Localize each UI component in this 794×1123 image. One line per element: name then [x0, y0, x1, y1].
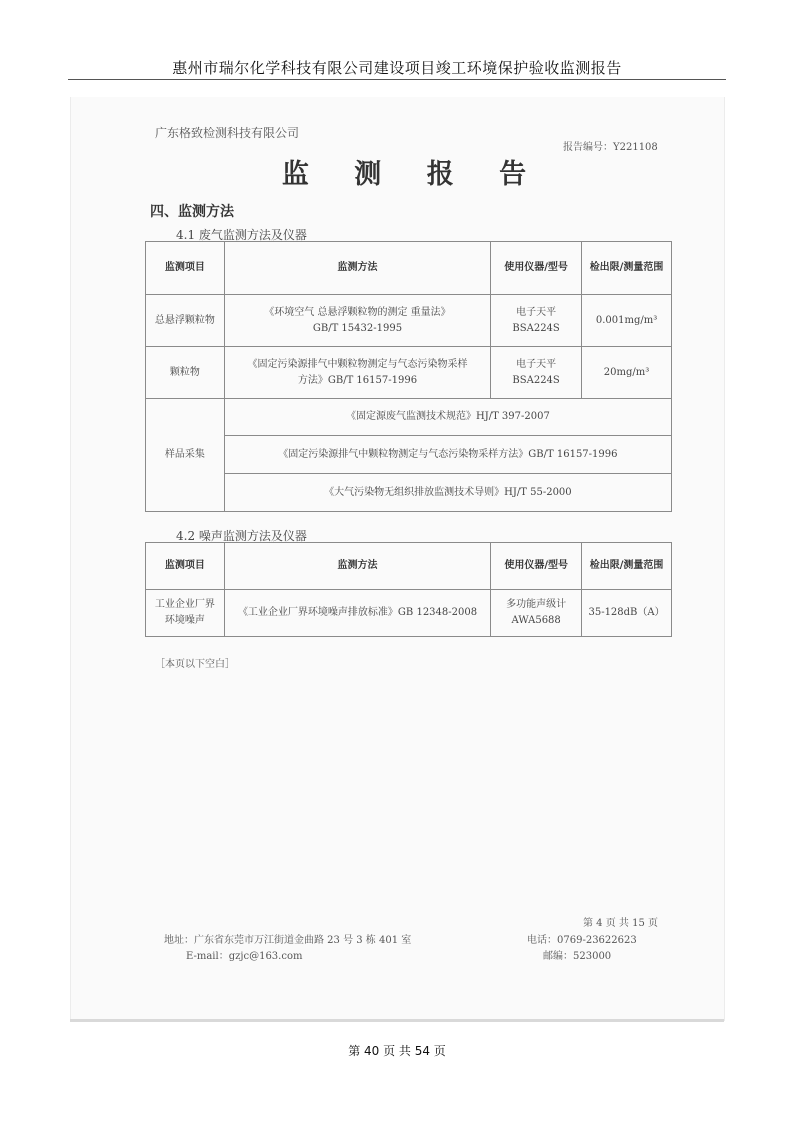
table-row — [146, 399, 672, 436]
method-line: 《固定污染源排气中颗粒物测定与气态污染物采样 — [247, 358, 468, 370]
instrument-name: 电子天平 — [516, 306, 557, 318]
instrument-cell — [491, 590, 582, 637]
instrument-cell — [491, 347, 582, 399]
table-header-row — [146, 242, 672, 295]
table-row — [146, 474, 672, 512]
method-line: GB/T 15432-1995 — [312, 322, 403, 334]
footer-postcode: 邮编：523000 — [543, 951, 612, 962]
report-number: 报告编号：Y221108 — [563, 142, 658, 153]
noise-method-table — [145, 542, 672, 637]
instrument-name: 多功能声级计 — [506, 599, 567, 610]
item-cell: 总悬浮颗粒物 — [146, 295, 225, 347]
limit-cell: 0.001mg/m³ — [582, 295, 672, 347]
page-number: 第 40 页 共 54 页 — [348, 1044, 446, 1058]
col-header: 检出限/测量范围 — [582, 242, 672, 295]
col-header: 使用仪器/型号 — [491, 242, 582, 295]
table-row — [146, 590, 672, 637]
instrument-model: BSA224S — [512, 374, 560, 386]
blank-below-note: ［本页以下空白］ — [155, 659, 235, 670]
table-header-row — [146, 543, 672, 590]
footer-email: E-mail：gzjc@163.com — [186, 951, 303, 962]
header-divider — [68, 79, 726, 80]
item-cell: 工业企业厂界环境噪声 — [146, 590, 225, 637]
scan-page-indicator: 第 4 页 共 15 页 — [583, 918, 658, 929]
col-header: 检出限/测量范围 — [582, 543, 672, 590]
sampling-method-cell: 《固定污染源排气中颗粒物测定与气态污染物采样方法》GB/T 16157-1996 — [224, 436, 671, 474]
item-cell: 样品采集 — [146, 399, 225, 512]
footer-phone: 电话：0769-23622623 — [527, 935, 637, 946]
sampling-method-cell: 《大气污染物无组织排放监测技术导则》HJ/T 55-2000 — [224, 474, 671, 512]
method-line: 《环境空气 总悬浮颗粒物的测定 重量法》 — [264, 306, 451, 318]
table-row — [146, 295, 672, 347]
report-header-title: 惠州市瑞尔化学科技有限公司建设项目竣工环境保护验收监测报告 — [172, 59, 622, 77]
item-cell: 颗粒物 — [146, 347, 225, 399]
instrument-name: 电子天平 — [516, 358, 557, 370]
method-cell — [224, 295, 490, 347]
col-header: 监测项目 — [146, 242, 225, 295]
col-header: 使用仪器/型号 — [491, 543, 582, 590]
limit-cell: 20mg/m³ — [582, 347, 672, 399]
footer-address: 地址：广东省东莞市万江街道金曲路 23 号 3 栋 401 室 — [164, 935, 412, 946]
instrument-model: BSA224S — [512, 322, 560, 334]
sampling-method-cell: 《固定源废气监测技术规范》HJ/T 397-2007 — [224, 399, 671, 436]
method-cell — [224, 347, 490, 399]
noise-heading: 4.2 噪声监测方法及仪器 — [176, 529, 307, 543]
col-header: 监测方法 — [224, 242, 490, 295]
instrument-model: AWA5688 — [511, 615, 561, 626]
page-title: 监 测 报 告 — [281, 159, 545, 190]
limit-cell: 35-128dB（A） — [582, 590, 672, 637]
company-name: 广东格致检测科技有限公司 — [155, 126, 300, 140]
scan-bottom-edge — [70, 1019, 724, 1022]
instrument-cell — [491, 295, 582, 347]
section-heading: 四、监测方法 — [150, 204, 234, 220]
method-line: 方法》GB/T 16157-1996 — [297, 374, 418, 386]
table-row — [146, 347, 672, 399]
col-header: 监测方法 — [224, 543, 490, 590]
table-row — [146, 436, 672, 474]
waste-gas-method-table — [145, 241, 672, 512]
waste-gas-heading: 4.1 废气监测方法及仪器 — [176, 228, 307, 242]
method-cell: 《工业企业厂界环境噪声排放标准》GB 12348-2008 — [224, 590, 490, 637]
col-header: 监测项目 — [146, 543, 225, 590]
